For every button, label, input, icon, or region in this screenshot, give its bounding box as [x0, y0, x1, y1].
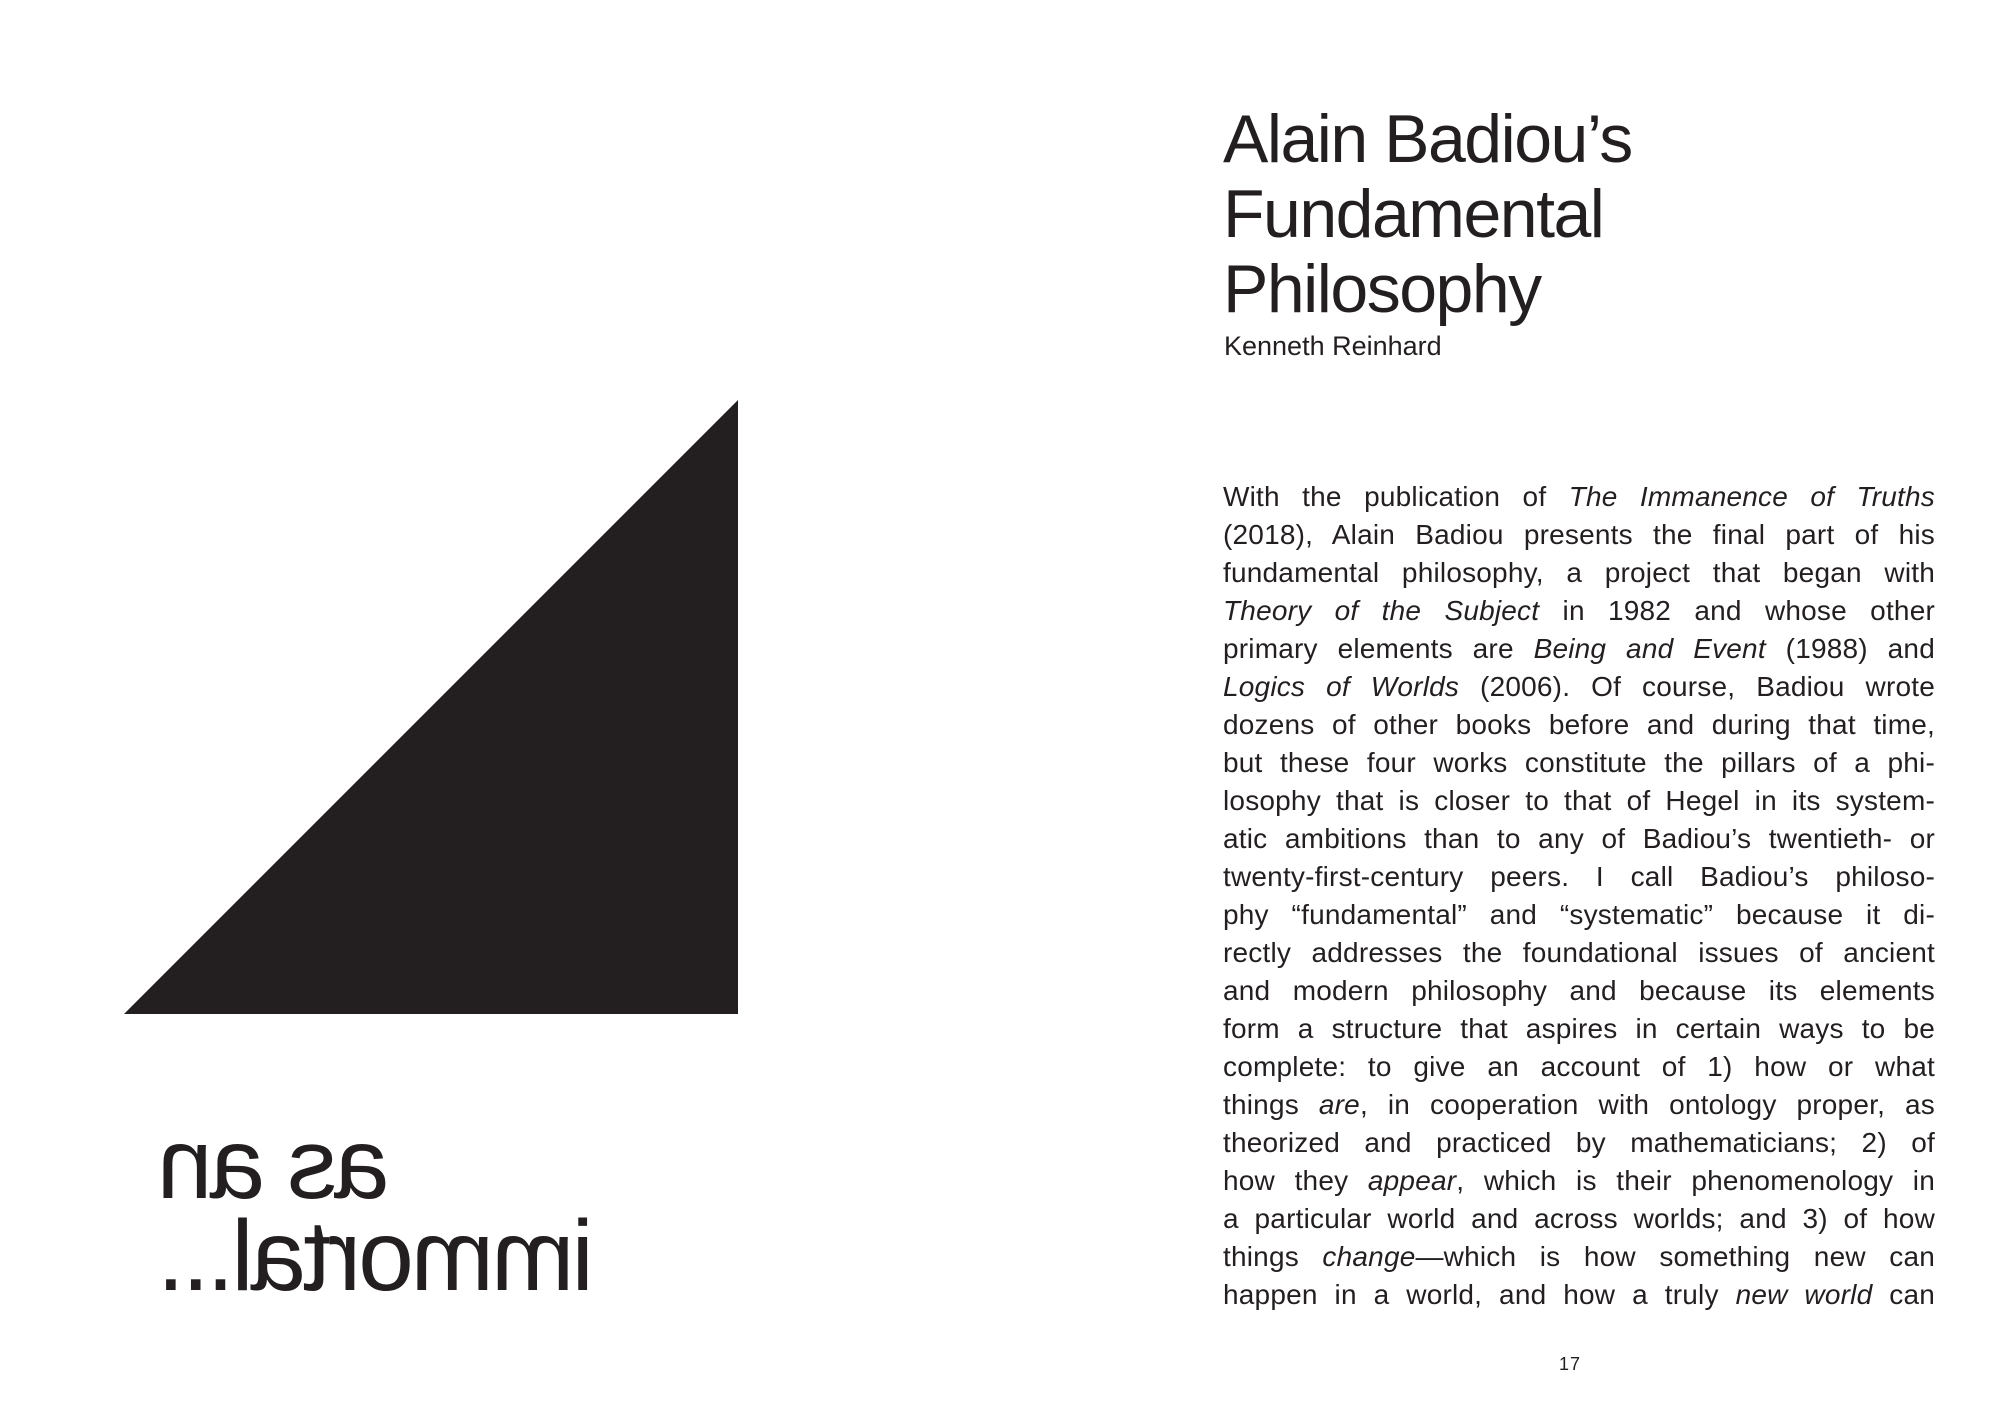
- body-line: [1223, 554, 1935, 592]
- body-line: [1223, 858, 1935, 896]
- body-text-run: in 1982 and whose other: [1539, 595, 1935, 626]
- body-text-run: atic ambitions than to any of Badiou’s twentieth- or: [1223, 823, 1935, 854]
- author-name: Kenneth Reinhard: [1224, 331, 1442, 361]
- body-text-run: losophy that is closer to that of Hegel in its system-: [1223, 785, 1935, 816]
- mirrored-caption-line-1: as an: [160, 1108, 390, 1220]
- body-line: [1223, 668, 1935, 706]
- body-text-run: can: [1872, 1279, 1935, 1310]
- body-text-run: form a structure that aspires in certain ways to be: [1223, 1013, 1935, 1044]
- italic-title-text: appear: [1367, 1165, 1457, 1196]
- body-line: [1223, 1010, 1935, 1048]
- italic-title-text: Logics of Worlds: [1223, 671, 1460, 702]
- italic-title-text: The Immanence of Truths: [1568, 481, 1935, 512]
- body-line: [1223, 516, 1935, 554]
- body-line: [1223, 1162, 1935, 1200]
- body-line: [1223, 1276, 1935, 1314]
- mirrored-caption-line-2: immortal...: [160, 1200, 594, 1312]
- title-line-2: Fundamental: [1223, 176, 1604, 252]
- mirrored-caption: [160, 1108, 680, 1312]
- body-line: [1223, 478, 1935, 516]
- body-text-run: things: [1223, 1089, 1319, 1120]
- body-line: [1223, 706, 1935, 744]
- body-line: [1223, 972, 1935, 1010]
- right-page: [999, 0, 1998, 1408]
- italic-title-text: are: [1318, 1089, 1360, 1120]
- body-text-run: twenty-first-century peers. I call Badiou’s philoso-: [1223, 861, 1935, 892]
- body-paragraph: [1223, 478, 1935, 1314]
- body-text-run: , which is their phenomenology in: [1456, 1165, 1935, 1196]
- black-triangle-graphic: [124, 400, 738, 1014]
- body-line: [1223, 630, 1935, 668]
- body-text-run: things: [1223, 1241, 1323, 1272]
- body-line: [1223, 896, 1935, 934]
- body-line: [1223, 820, 1935, 858]
- body-text-run: —which is how something new can: [1415, 1241, 1936, 1272]
- body-text-run: phy “fundamental” and “systematic” because it di-: [1223, 899, 1935, 930]
- body-text-run: happen in a world, and how a truly: [1223, 1279, 1736, 1310]
- page-number: 17: [1559, 1354, 1582, 1374]
- body-line: [1223, 1048, 1935, 1086]
- body-text-run: complete: to give an account of 1) how or what: [1223, 1051, 1935, 1082]
- triangle-shape: [124, 400, 738, 1014]
- body-line: [1223, 1086, 1935, 1124]
- italic-title-text: change: [1322, 1241, 1416, 1272]
- title-line-1: Alain Badiou’s: [1223, 101, 1632, 177]
- body-line: [1223, 1238, 1935, 1276]
- body-text-run: but these four works constitute the pillars of a phi-: [1223, 747, 1935, 778]
- body-text-run: rectly addresses the foundational issues of ancient: [1223, 937, 1935, 968]
- italic-title-text: Being and Event: [1533, 633, 1766, 664]
- article-title: [1223, 102, 1923, 327]
- body-text-run: and modern philosophy and because its elements: [1223, 975, 1935, 1006]
- body-text-run: a particular world and across worlds; and 3) of how: [1223, 1203, 1935, 1234]
- body-line: [1223, 1124, 1935, 1162]
- body-text-run: (2006). Of course, Badiou wrote: [1459, 671, 1935, 702]
- title-line-3: Philosophy: [1223, 251, 1541, 327]
- body-line: [1223, 934, 1935, 972]
- body-text-run: , in cooperation with ontology proper, as: [1359, 1089, 1935, 1120]
- body-text-run: theorized and practiced by mathematicians; 2) of: [1223, 1127, 1935, 1158]
- body-text-run: primary elements are: [1223, 633, 1534, 664]
- body-line: [1223, 1200, 1935, 1238]
- italic-title-text: Theory of the Subject: [1223, 595, 1540, 626]
- body-text-run: dozens of other books before and during that time,: [1223, 709, 1935, 740]
- italic-title-text: new world: [1735, 1279, 1873, 1310]
- body-text-run: With the publication of: [1223, 481, 1569, 512]
- body-text-run: (2018), Alain Badiou presents the final part of his: [1223, 519, 1935, 550]
- body-text-run: how they: [1223, 1165, 1368, 1196]
- body-text-run: fundamental philosophy, a project that began with: [1223, 557, 1935, 588]
- body-line: [1223, 782, 1935, 820]
- body-text-run: (1988) and: [1765, 633, 1935, 664]
- body-line: [1223, 744, 1935, 782]
- body-line: [1223, 592, 1935, 630]
